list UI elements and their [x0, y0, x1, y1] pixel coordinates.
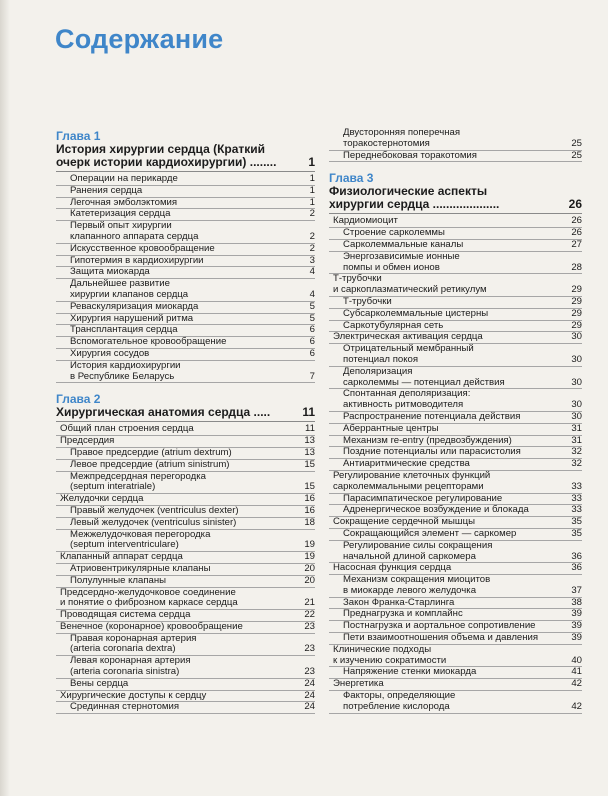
toc-entry-page: 32	[571, 458, 582, 470]
chapter-1-title-text: История хирургии сердца (Краткий очерк истории кардиохирургии) ........	[56, 142, 277, 169]
toc-entry-title: Операции на перикарде	[70, 173, 178, 184]
toc-entry-title: Общий план строения сердца	[60, 423, 194, 435]
page-title: Содержание	[55, 24, 224, 54]
toc-entry-title: Электрическая активация сердца	[333, 331, 483, 343]
toc-entry[interactable]	[56, 634, 315, 657]
toc-entry-page: 6	[309, 347, 315, 359]
toc-entry[interactable]	[56, 564, 315, 576]
toc-entry-page: 2	[309, 242, 315, 254]
toc-entry-page: 2	[309, 230, 315, 242]
chapter-3-page: 26	[568, 197, 582, 212]
toc-entry[interactable]	[56, 530, 315, 553]
toc-entry-page: 24	[304, 689, 315, 701]
toc-entry-page: 36	[571, 562, 582, 574]
toc-entry-title: Желудочки сердца	[60, 493, 144, 505]
toc-entry-title: Закон Франка-Старлинга	[343, 596, 455, 608]
toc-entry-page: 35	[571, 516, 582, 528]
toc-entry-title: Полулунные клапаны	[70, 574, 167, 586]
toc-entry-page: 5	[309, 312, 315, 324]
toc-entry-page: 15	[304, 458, 315, 470]
toc-entry-page: 19	[304, 539, 315, 551]
toc-entry-title: Насосная функция сердца	[333, 562, 452, 574]
toc-entry-page: 24	[304, 701, 315, 713]
toc-entry-title: Сокращение сердечной мышцы	[333, 516, 476, 528]
toc-entry-title: Срединная стернотомия	[70, 701, 180, 713]
toc-entry-title: Регулирование силы сокращения начальной длиной саркомера	[343, 539, 493, 562]
toc-entry-title: Механизм re-entry (предвозбуждения)	[343, 434, 512, 446]
toc-entry-title: Искусственное кровообращение	[70, 242, 215, 254]
toc-entry[interactable]	[56, 244, 315, 256]
toc-entry-page: 30	[571, 399, 582, 411]
toc-entry-title: Предсердно-желудочковое соединение и понятие о фиброзном каркасе сердца	[60, 586, 238, 609]
toc-entry[interactable]	[56, 472, 315, 495]
toc-entry-title: Адренергическое возбуждение и блокада	[343, 504, 529, 516]
toc-entry-title: Левая коронарная артерия (arteria coronaria sinistra)	[70, 655, 191, 678]
toc-entry-page: 30	[571, 410, 582, 422]
toc-entry-title: Т-трубочки	[343, 295, 392, 307]
toc-entry-title: Гипотермия в кардиохирургии	[70, 254, 204, 266]
toc-entry-title: Регулирование клеточных функций сарколеммальными рецепторами	[333, 469, 491, 492]
toc-entry-page: 28	[571, 261, 582, 273]
toc-entry[interactable]	[56, 679, 315, 691]
toc-entry-page: 26	[571, 227, 582, 239]
toc-entry-title: Дальнейшее развитие хирургии клапанов сердца	[70, 278, 189, 300]
toc-entry-title: Антиаритмические средства	[343, 458, 470, 470]
toc-entry-title: Сарколеммальные каналы	[343, 238, 464, 250]
toc-entry-page: 40	[571, 654, 582, 666]
toc-entry-page: 42	[571, 700, 582, 712]
toc-entry-title: Субсарколеммальные цистерны	[343, 307, 489, 319]
toc-entry-page: 21	[304, 597, 315, 609]
toc-entry-title: Поздние потенциалы или парасистолия	[343, 446, 521, 458]
toc-entry-title: Аберрантные центры	[343, 422, 439, 434]
continued-entries	[329, 128, 582, 162]
toc-entry-title: Межпредсердная перегородка (septum interatriale)	[70, 470, 206, 493]
toc-entry-page: 4	[309, 288, 315, 300]
toc-entry-page: 19	[304, 551, 315, 563]
toc-entry-page: 35	[571, 527, 582, 539]
toc-entry[interactable]	[329, 274, 582, 297]
toc-entry-page: 33	[571, 480, 582, 492]
toc-entry-title: Реваскуляризация миокарда	[70, 300, 199, 312]
toc-entry-page: 30	[571, 353, 582, 365]
toc-entry[interactable]	[329, 412, 582, 424]
toc-entry-page: 18	[304, 516, 315, 528]
toc-entry-title: Защита миокарда	[70, 266, 150, 278]
toc-entry[interactable]	[56, 279, 315, 302]
toc-entry-title: Предсердия	[60, 435, 115, 447]
toc-entry-title: Межжелудочковая перегородка (septum interventriculare)	[70, 528, 211, 551]
toc-entry-title: Парасимпатическое регулирование	[343, 492, 503, 504]
toc-entry-page: 25	[571, 137, 582, 149]
toc-entry-page: 13	[304, 446, 315, 458]
chapter-1-label: Глава 1	[56, 129, 101, 143]
toc-entry[interactable]	[56, 186, 315, 198]
toc-entry-title: Проводящая система сердца	[60, 609, 191, 621]
toc-entry-page: 23	[304, 666, 315, 678]
toc-entry-page: 23	[304, 643, 315, 655]
toc-entry-title: Хирургия сосудов	[70, 347, 150, 359]
toc-entry-page: 1	[309, 184, 315, 196]
toc-entry-page: 41	[571, 666, 582, 678]
page-shadow	[0, 0, 10, 796]
chapter-3-title-text: Физиологические аспекты хирургии сердца ....................	[329, 184, 500, 212]
toc-entry-title: Саркотубулярная сеть	[343, 319, 444, 331]
toc-entry[interactable]	[56, 622, 315, 634]
toc-entry-page: 20	[304, 574, 315, 586]
toc-entry[interactable]	[56, 588, 315, 611]
chapter-1-entries	[56, 174, 315, 383]
toc-entry-title: Отрицательный мембранный потенциал покоя	[343, 343, 474, 365]
toc-entry-page: 31	[571, 434, 582, 446]
toc-entry-page: 30	[571, 331, 582, 343]
toc-entry[interactable]	[329, 541, 582, 564]
toc-entry-title: Первый опыт хирургии клапанного аппарата сердца	[70, 220, 199, 242]
toc-entry-title: Пети взаимоотношения объема и давления	[343, 632, 539, 644]
toc-entry[interactable]	[329, 297, 582, 309]
chapter-3-entries	[329, 216, 582, 713]
toc-entry-page: 16	[304, 504, 315, 516]
toc-entry-title: Венечное (коронарное) кровообращение	[60, 620, 243, 632]
toc-entry-title: Вспомогательное кровообращение	[70, 336, 227, 348]
toc-entry-page: 22	[304, 609, 315, 621]
chapter-1-title[interactable]	[56, 143, 315, 172]
toc-entry-title: Постнагрузка и аортальное сопротивление	[343, 620, 536, 632]
toc-entry-title: Клинические подходы к изучению сократимости	[333, 643, 447, 666]
toc-entry-title: Клапанный аппарат сердца	[60, 551, 183, 563]
toc-entry[interactable]	[56, 656, 315, 679]
toc-entry-title: Хирургия нарушений ритма	[70, 312, 194, 324]
toc-entry-page: 3	[309, 254, 315, 266]
toc-entry[interactable]	[329, 389, 582, 412]
toc-entry-title: Напряжение стенки миокарда	[343, 666, 477, 678]
toc-entry-title: Левый желудочек (ventriculus sinister)	[70, 516, 237, 528]
toc-entry-page: 7	[309, 370, 315, 382]
toc-entry-page: 23	[304, 620, 315, 632]
toc-entry[interactable]	[329, 529, 582, 541]
toc-entry-title: Катетеризация сердца	[70, 208, 171, 220]
toc-entry-title: Факторы, определяющие потребление кислорода	[343, 690, 456, 712]
toc-entry-page: 39	[571, 632, 582, 644]
toc-entry-page: 6	[309, 336, 315, 348]
toc-right-column	[329, 128, 582, 714]
toc-entry[interactable]	[329, 424, 582, 436]
toc-entry[interactable]	[329, 240, 582, 252]
toc-entry-title: Сокращающийся элемент — саркомер	[343, 527, 517, 539]
toc-entry-page: 26	[571, 215, 582, 227]
toc-entry-page: 29	[571, 307, 582, 319]
toc-entry-page: 37	[571, 584, 582, 596]
toc-entry-title: Атриовентрикулярные клапаны	[70, 562, 211, 574]
toc-entry-title: Легочная эмболэктомия	[70, 196, 178, 208]
toc-entry-page: 36	[571, 550, 582, 562]
toc-entry-page: 2	[309, 208, 315, 220]
chapter-1-page: 1	[308, 155, 315, 169]
toc-entry-title: Строение сарколеммы	[343, 227, 445, 239]
toc-entry-page: 15	[304, 481, 315, 493]
chapter-3-label: Глава 3	[329, 171, 374, 186]
toc-entry-page: 39	[571, 620, 582, 632]
toc-entry[interactable]	[329, 575, 582, 598]
toc-entry-page: 29	[571, 295, 582, 307]
toc-entry[interactable]	[56, 221, 315, 244]
chapter-2-title[interactable]	[56, 406, 315, 422]
toc-entry[interactable]	[329, 367, 582, 390]
toc-entry-title: Правая коронарная артерия (arteria coronaria dextra)	[70, 632, 197, 655]
toc-entry-page: 27	[571, 238, 582, 250]
toc-entry[interactable]	[56, 702, 315, 714]
toc-entry-page: 39	[571, 608, 582, 620]
toc-entry-title: Спонтанная деполяризация: активность ритмоводителя	[343, 388, 471, 411]
toc-entry-title: Механизм сокращения миоцитов в миокарде левого желудочка	[343, 574, 491, 596]
toc-left-column	[56, 128, 315, 714]
toc-entry[interactable]	[56, 361, 315, 384]
toc-entry[interactable]	[56, 302, 315, 314]
toc-entry[interactable]	[56, 576, 315, 588]
toc-entry[interactable]	[329, 128, 582, 151]
chapter-2-page: 11	[302, 405, 315, 420]
toc-entry-title: Двусторонняя поперечная торакостернотомия	[343, 127, 461, 149]
toc-entry-page: 29	[571, 284, 582, 296]
toc-entry[interactable]	[329, 471, 582, 494]
toc-entry[interactable]	[329, 252, 582, 275]
toc-entry-page: 31	[571, 422, 582, 434]
toc-entry-title: Переднебоковая торакотомия	[343, 149, 477, 161]
toc-entry-title: История кардиохирургии в Республике Беларусь	[70, 359, 181, 382]
toc-entry[interactable]	[56, 460, 315, 472]
toc-entry[interactable]	[329, 344, 582, 367]
toc-entry-page: 1	[309, 173, 315, 184]
toc-entry-page: 33	[571, 504, 582, 516]
toc-entry-title: Правый желудочек (ventriculus dexter)	[70, 504, 239, 516]
toc-entry-title: Ранения сердца	[70, 184, 143, 196]
toc-entry-page: 29	[571, 319, 582, 331]
toc-entry-title: Вены сердца	[70, 677, 129, 689]
toc-entry-title: Деполяризация сарколеммы — потенциал действия	[343, 365, 505, 388]
toc-entry-page: 25	[571, 149, 582, 161]
chapter-2-title-text: Хирургическая анатомия сердца .....	[56, 405, 271, 420]
toc-entry[interactable]	[329, 151, 582, 163]
toc-entry-page: 33	[571, 492, 582, 504]
toc-entry-page: 13	[304, 435, 315, 447]
toc-entry-page: 20	[304, 562, 315, 574]
toc-entry[interactable]	[56, 349, 315, 361]
chapter-2-label: Глава 2	[56, 392, 101, 407]
toc-entry[interactable]	[56, 506, 315, 518]
toc-entry-title: Распространение потенциала действия	[343, 410, 521, 422]
toc-entry[interactable]	[329, 691, 582, 714]
toc-entry-page: 38	[571, 596, 582, 608]
toc-entry-title: Хирургические доступы к сердцу	[60, 689, 207, 701]
toc-entry-title: Т-трубочки и саркоплазматический ретикулум	[333, 273, 487, 296]
toc-entry-page: 4	[309, 266, 315, 278]
toc-entry-title: Энергетика	[333, 678, 384, 690]
toc-entry[interactable]	[329, 645, 582, 668]
toc-entry[interactable]	[329, 309, 582, 321]
toc-entry-page: 30	[571, 376, 582, 388]
toc-entry-title: Энергозависимые ионные помпы и обмен ионов	[343, 250, 460, 273]
toc-entry-page: 1	[309, 196, 315, 208]
toc-entry-page: 24	[304, 677, 315, 689]
toc-entry-page: 6	[309, 324, 315, 336]
chapter-2-entries	[56, 424, 315, 714]
toc-entry[interactable]	[56, 448, 315, 460]
toc-entry-title: Левое предсердие (atrium sinistrum)	[70, 458, 230, 470]
toc-entry-page: 5	[309, 300, 315, 312]
toc-entry-page: 16	[304, 493, 315, 505]
toc-entry-title: Трансплантация сердца	[70, 324, 178, 336]
toc-entry-title: Преднагрузка и комплайнс	[343, 608, 463, 620]
toc-entry-page: 11	[305, 423, 315, 435]
toc-entry-title: Правое предсердие (atrium dextrum)	[70, 446, 232, 458]
chapter-3-title[interactable]	[329, 185, 582, 214]
toc-entry-title: Кардиомиоцит	[333, 215, 398, 227]
toc-entry-page: 42	[571, 678, 582, 690]
toc-entry-page: 32	[571, 446, 582, 458]
toc-entry[interactable]	[56, 518, 315, 530]
